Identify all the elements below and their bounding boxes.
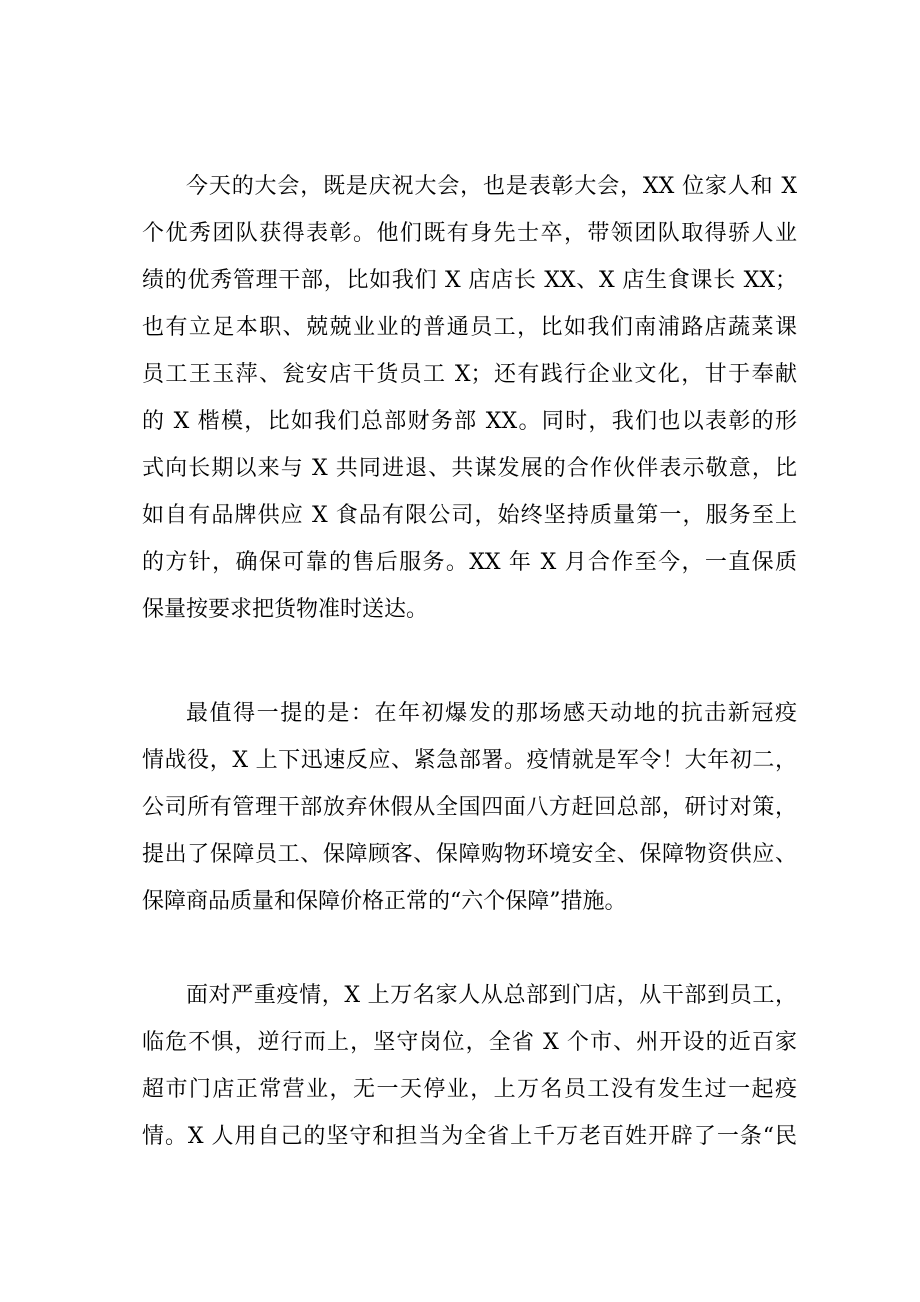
text-line: 面对严重疫情，X 上万名家人从总部到门店，从干部到员工， [186, 983, 797, 1008]
text-line: 保量按要求把货物准时送达。 [142, 597, 429, 622]
text-line: 如自有品牌供应 X 食品有限公司，始终坚持质量第一，服务至上 [142, 503, 797, 528]
text-line: 最值得一提的是：在年初爆发的那场感天动地的抗击新冠疫 [186, 701, 797, 726]
text-line: 保障商品质量和保障价格正常的“六个保障”措施。 [142, 889, 627, 914]
text-line: 临危不惧，逆行而上，坚守岗位，全省 X 个市、州开设的近百家 [142, 1030, 797, 1055]
paragraph-1 [142, 163, 797, 633]
text-line: 的方针，确保可靠的售后服务。XX 年 X 月合作至今，一直保质 [142, 550, 797, 575]
text-line: 个优秀团队获得表彰。他们既有身先士卒，带领团队取得骄人业 [142, 221, 797, 246]
text-line: 绩的优秀管理干部，比如我们 X 店店长 XX、X 店生食课长 XX； [142, 268, 797, 293]
paragraph-2 [142, 690, 797, 925]
text-line: 公司所有管理干部放弃休假从全国四面八方赶回总部，研讨对策， [142, 795, 797, 820]
text-line: 也有立足本职、兢兢业业的普通员工，比如我们南浦路店蔬菜课 [142, 315, 797, 340]
text-line: 今天的大会，既是庆祝大会，也是表彰大会，XX 位家人和 X [186, 174, 797, 199]
text-line: 员工王玉萍、瓮安店干货员工 X；还有践行企业文化，甘于奉献 [142, 362, 797, 387]
text-line: 提出了保障员工、保障顾客、保障购物环境安全、保障物资供应、 [142, 842, 797, 867]
text-line: 超市门店正常营业，无一天停业，上万名员工没有发生过一起疫 [142, 1077, 797, 1102]
text-line: 式向长期以来与 X 共同进退、共谋发展的合作伙伴表示敬意，比 [142, 456, 797, 481]
text-line: 情战役，X 上下迅速反应、紧急部署。疫情就是军令！大年初二， [142, 748, 797, 773]
paragraph-3 [142, 972, 797, 1160]
text-line: 的 X 楷模，比如我们总部财务部 XX。同时，我们也以表彰的形 [142, 409, 797, 434]
text-line: 情。X 人用自己的坚守和担当为全省上千万老百姓开辟了一条“民 [142, 1124, 797, 1149]
